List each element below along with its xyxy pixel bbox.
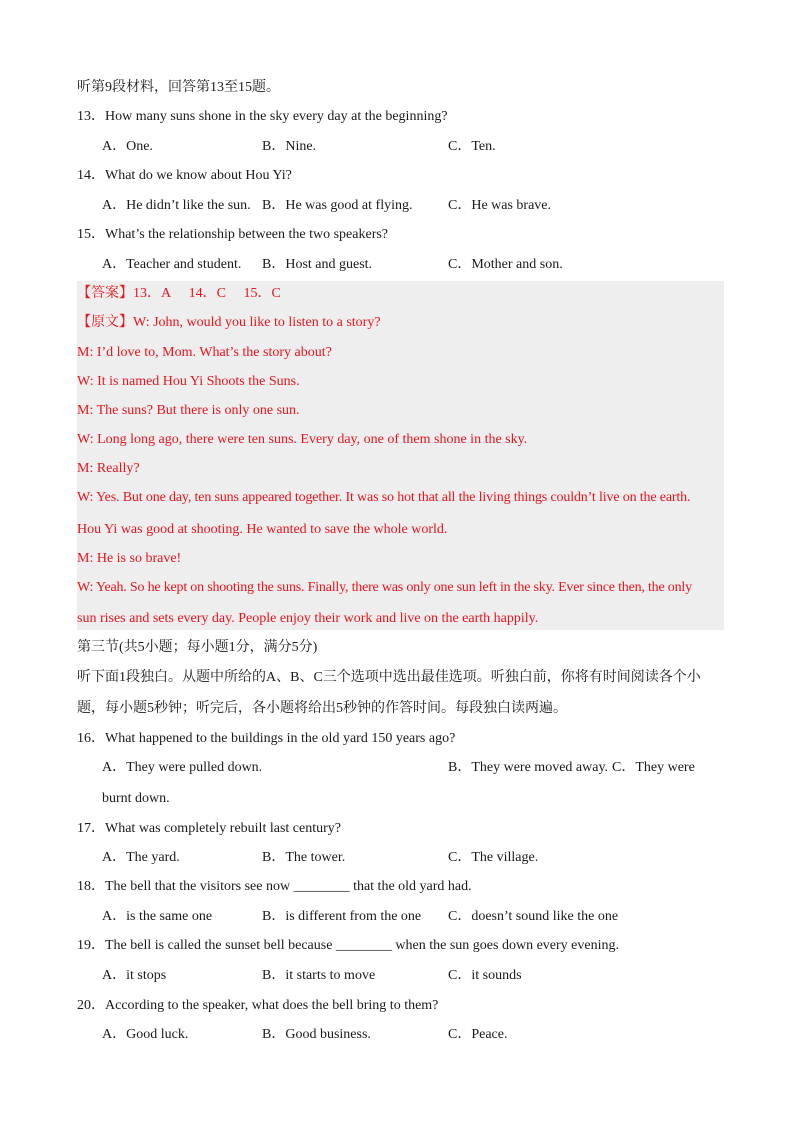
question-19-option-c: C．it sounds (448, 968, 522, 983)
question-19-stem: 19．The bell is called the sunset bell because ________ when the sun goes down every evening. (77, 938, 619, 953)
answer-key: 【答案】13．A 14．C 15．C (77, 286, 281, 301)
transcript-line: W: It is named Hou Yi Shoots the Suns. (77, 374, 300, 389)
question-17-option-a: A．The yard. (102, 850, 180, 865)
question-15-option-b: B．Host and guest. (262, 257, 373, 272)
question-20-option-b: B．Good business. (262, 1027, 371, 1042)
question-16-option-c-continued: burnt down. (102, 791, 170, 806)
question-18-stem: 18．The bell that the visitors see now ________ that the old yard had. (77, 879, 472, 894)
question-15-stem: 15．What’s the relationship between the two speakers? (77, 227, 389, 242)
question-20-option-c: C．Peace. (448, 1027, 508, 1042)
question-17-option-c: C．The village. (448, 850, 539, 865)
question-16-stem: 16．What happened to the buildings in the old yard 150 years ago? (77, 731, 456, 746)
part-3-title: 第三节(共5小题；每小题1分，满分5分) (77, 640, 318, 655)
question-14-option-a: A．He didn’t like the sun. (102, 198, 251, 213)
question-15-option-a: A．Teacher and student. (102, 257, 242, 272)
question-17-stem: 17．What was completely rebuilt last century? (77, 821, 341, 836)
transcript-line: W: Long long ago, there were ten suns. Every day, one of them shone in the sky. (77, 432, 528, 447)
question-14-option-c: C．He was brave. (448, 198, 552, 213)
question-17-option-b: B．The tower. (262, 850, 346, 865)
part-3-instructions: 听下面1段独白。从题中所给的A、B、C三个选项中选出最佳选项。听独白前，你将有时间阅读各个小 (77, 670, 701, 685)
transcript-line: M: Really? (77, 461, 140, 476)
question-18-option-a: A．is the same one (102, 909, 213, 924)
question-13-option-a: A．One. (102, 139, 153, 154)
transcript-line: 【原文】W: John, would you like to listen to a story? (77, 315, 381, 330)
question-19-option-a: A．it stops (102, 968, 167, 983)
question-18-option-b: B．is different from the one (262, 909, 422, 924)
question-14-stem: 14．What do we know about Hou Yi? (77, 168, 292, 183)
question-16-option-a: A．They were pulled down. (102, 760, 263, 775)
transcript-line: sun rises and sets every day. People enjoy their work and live on the earth happily. (77, 611, 539, 626)
question-20-stem: 20．According to the speaker, what does the bell bring to them? (77, 998, 439, 1013)
part-3-instructions: 题，每小题5秒钟；听完后，各小题将给出5秒钟的作答时间。每段独白读两遍。 (77, 701, 567, 716)
question-16-option-c: C．They were (612, 760, 695, 775)
section-intro: 听第9段材料，回答第13至15题。 (77, 80, 280, 95)
question-13-stem: 13．How many suns shone in the sky every day at the beginning? (77, 109, 448, 124)
transcript-line: M: He is so brave! (77, 551, 182, 566)
question-15-option-c: C．Mother and son. (448, 257, 563, 272)
question-20-option-a: A．Good luck. (102, 1027, 189, 1042)
transcript-line: M: The suns? But there is only one sun. (77, 403, 300, 418)
transcript-line: M: I’d love to, Mom. What’s the story about? (77, 345, 332, 360)
question-13-option-b: B．Nine. (262, 139, 317, 154)
question-14-option-b: B．He was good at flying. (262, 198, 413, 213)
question-13-option-c: C．Ten. (448, 139, 496, 154)
question-16-option-b: B．They were moved away. (448, 760, 609, 775)
transcript-line: Hou Yi was good at shooting. He wanted to save the whole world. (77, 522, 448, 537)
transcript-line: W: Yes. But one day, ten suns appeared together. It was so hot that all the living things couldn’t live on the earth. (77, 490, 691, 505)
question-19-option-b: B．it starts to move (262, 968, 376, 983)
question-18-option-c: C．doesn’t sound like the one (448, 909, 619, 924)
transcript-line: W: Yeah. So he kept on shooting the suns. Finally, there was only one sun left in the sky. Ever since then, the only (77, 580, 692, 595)
